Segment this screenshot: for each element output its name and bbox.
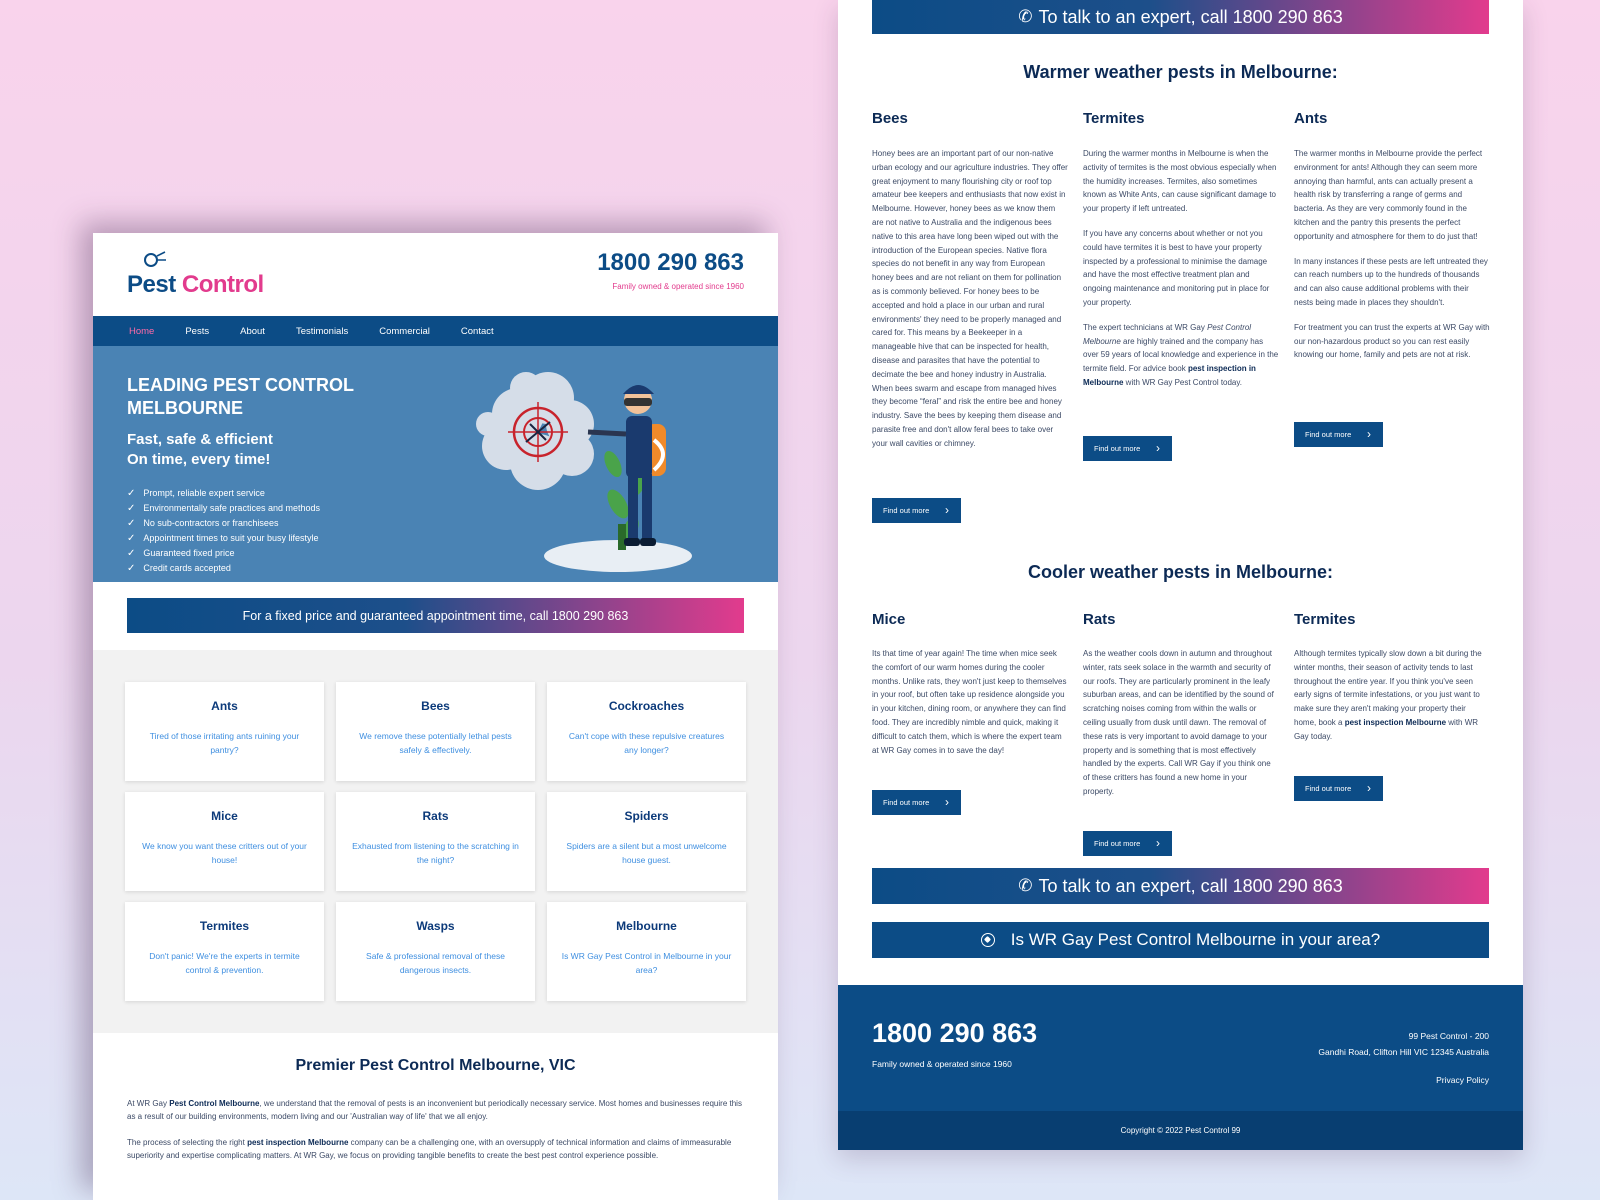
rats-text: As the weather cools down in autumn and throughout winter, rats seek solace in the warmth and security of our roofs. They are particularly prominent in the leafy suburban areas, and can be identified by the sound of scratching noises coming from within the walls or ceiling usually from dusk until dawn. The removal of these rats is very important to avoid damage to your property and is something that is most effectively handled by the experts. Call WR Gay if you think one of these critters has found a new home in your property. [1083, 649, 1274, 796]
rats-heading: Rats [1083, 611, 1116, 628]
fixed-price-cta-bar[interactable]: For a fixed price and guaranteed appointment time, call 1800 290 863 [127, 598, 744, 633]
hero-banner [93, 346, 778, 582]
logo-word-control: Control [181, 271, 264, 298]
service-card-title: Spiders [624, 809, 669, 823]
nav-item-home[interactable]: Home [129, 325, 155, 337]
service-card-desc: We remove these potentially lethal pests safely & effectively. [359, 731, 512, 755]
expert-call-cta-top[interactable]: ✆ To talk to an expert, call 1800 290 863 [872, 0, 1489, 34]
premier-paragraph-1: At WR Gay Pest Control Melbourne, we understand that the removal of pests is an inconvenient but periodically necessary service. Most homes and businesses require this as a result of our building environments, modern living and our 'Australian way of life' that we all enjoy. [127, 1099, 742, 1121]
service-card-desc: Exhausted from listening to the scratching in the night? [352, 841, 519, 865]
service-card-title: Ants [211, 699, 238, 713]
service-card-wasps[interactable] [336, 902, 535, 1001]
pests-page-mockup [838, 0, 1523, 1150]
hero-subtitle-line2: On time, every time! [127, 451, 271, 468]
service-card-desc: Spiders are a silent but a most unwelcome house guest. [566, 841, 727, 865]
service-card-title: Wasps [416, 919, 455, 933]
logo-word-pest: Pest [127, 271, 182, 298]
service-card-desc: Is WR Gay Pest Control in Melbourne in your area? [561, 951, 732, 975]
nav-item-contact[interactable]: Contact [460, 325, 494, 337]
list-item: ✓ Appointment times to suit your busy lifestyle [127, 531, 320, 546]
find-out-more-termites-button[interactable]: Find out more › [1083, 436, 1172, 461]
find-out-more-termites-winter-button[interactable]: Find out more › [1294, 776, 1383, 801]
service-card-mice[interactable] [125, 792, 324, 891]
services-grid [93, 650, 778, 1033]
header-phone [597, 249, 744, 291]
service-card-bees[interactable] [336, 682, 535, 781]
list-item: ✓ Guaranteed fixed price [127, 546, 320, 561]
footer-phone-number[interactable]: 1800 290 863 [872, 1018, 1038, 1048]
service-card-title: Bees [421, 699, 450, 713]
service-card-title: Melbourne [616, 919, 677, 933]
find-out-more-rats-button[interactable]: Find out more › [1083, 831, 1172, 856]
exterminator-illustration [468, 354, 708, 576]
expert-call-cta-bottom[interactable]: ✆ To talk to an expert, call 1800 290 863 [872, 868, 1489, 904]
hero-subtitle-line1: Fast, safe & efficient [127, 431, 273, 448]
find-out-more-bees-button[interactable]: Find out more › [872, 498, 961, 523]
header-phone-number[interactable]: 1800 290 863 [597, 249, 744, 276]
ants-text: The warmer months in Melbourne provide the perfect environment for ants! Although they can seem more annoying than harmful, ants can actually present a health risk by transferring a range of germs and bacteria. As they are very commonly found in the kitchen and the pantry this presents the perfect opportunity and atmosphere for them to do just that! In many instances if these pests are left untreated they can reach numbers up to the hundreds of thousands and can also cause additional problems with their nests being made in places they shouldn't. For treatment you can trust the experts at WR Gay with our non-hazardous product so you can rest easily knowing our home, family and pets are not at risk. [1294, 149, 1490, 360]
compass-icon [981, 933, 995, 947]
list-item: ✓ Environmentally safe practices and methods [127, 501, 320, 516]
homepage-mockup [93, 233, 778, 1200]
warm-section-title: Warmer weather pests in Melbourne: [1023, 62, 1338, 82]
site-footer [838, 985, 1523, 1111]
phone-icon: ✆ [1018, 7, 1033, 26]
site-header [93, 233, 778, 316]
hero-title: LEADING PEST CONTROL MELBOURNE [127, 375, 354, 418]
bees-text: Honey bees are an important part of our non-native urban ecology and our agriculture industries. They offer great enjoyment to many flourishing city or roof top amateur bee keepers and enthusiasts that now exist in Melbourne. However, honey bees as we know them are not native to Australia and the indigenous bees native to this area have long been wiped out with the introduction of the European species. Native flora species do not benefit in any way from European honey bees and are not reliant on them for pollination as is commonly believed. For honey bees to be accepted and hold a place in our urban and rural environments' they need to be properly managed and cared for. This means by a Beekeeper in a manageable hive that can be inspected for health, disease and parasites that have the potential to decimate the bee and honey industry in Australia. When bees swarm and escape from managed hives they become “feral” and risk the entire bee and honey industry. Save the bees by keeping them disease and parasite free and don't allow feral bees to take over your wall cavities or chimney. [872, 149, 1068, 448]
service-card-title: Mice [211, 809, 238, 823]
service-card-desc: We know you want these critters out of your house! [142, 841, 307, 865]
termites-heading: Termites [1083, 110, 1145, 127]
service-card-desc: Safe & professional removal of these dangerous insects. [366, 951, 505, 975]
hero-bullet-list [127, 486, 320, 576]
mice-text: Its that time of year again! The time when mice seek the comfort of our warm homes during the cooler months. Unlike rats, they won't just keep to themselves in your roof, but often take up residence alongside you in your kitchen, dining room, or anywhere they can find food. They are incredibly nimble and quick, making it difficult to catch them, which is where the expert team at WR Gay comes in to save the day! [872, 649, 1067, 755]
privacy-policy-link[interactable]: Privacy Policy [1436, 1075, 1489, 1085]
footer-address: 99 Pest Control - 200 Gandhi Road, Clifton Hill VIC 12345 Australia [1318, 1031, 1489, 1057]
cool-section-title: Cooler weather pests in Melbourne: [1027, 562, 1334, 582]
find-out-more-mice-button[interactable]: Find out more › [872, 790, 961, 815]
premier-title: Premier Pest Control Melbourne, VIC [295, 1057, 576, 1074]
service-card-termites[interactable] [125, 902, 324, 1001]
find-out-more-ants-button[interactable]: Find out more › [1294, 422, 1383, 447]
service-card-title: Termites [199, 919, 250, 933]
footer-tagline: Family owned & operated since 1960 [872, 1059, 1012, 1069]
ants-heading: Ants [1294, 110, 1328, 127]
site-logo[interactable] [127, 251, 277, 301]
service-card-melbourne[interactable] [547, 902, 746, 1001]
mice-heading: Mice [872, 611, 906, 628]
hero-subtitle [127, 430, 417, 470]
service-card-title: Cockroaches [608, 699, 685, 713]
phone-icon: ✆ [1018, 876, 1033, 895]
termites-winter-heading: Termites [1294, 611, 1356, 628]
list-item: ✓ No sub-contractors or franchisees [127, 516, 320, 531]
nav-item-testimonials[interactable]: Testimonials [295, 325, 349, 337]
service-card-desc: Tired of those irritating ants ruining your pantry? [149, 731, 300, 755]
service-card-cockroaches[interactable] [547, 682, 746, 781]
service-card-desc: Don't panic! We're the experts in termite control & prevention. [149, 951, 300, 975]
nav-item-pests[interactable]: Pests [185, 325, 210, 337]
list-item: ✓ Prompt, reliable expert service [127, 486, 320, 501]
service-card-rats[interactable] [336, 792, 535, 891]
copyright-bar: Copyright © 2022 Pest Control 99 [838, 1111, 1523, 1150]
bees-heading: Bees [872, 110, 908, 127]
termites-winter-text: Although termites typically slow down a bit during the winter months, their season of activity tends to last throughout the entire year. If you think you've seen early signs of termite infestations, or you just want to make sure they aren't making your property their home, book a pest inspection Melbourne with WR Gay today. [1294, 649, 1482, 741]
nav-item-about[interactable]: About [240, 325, 265, 337]
main-nav [93, 316, 778, 346]
service-card-desc: Can't cope with these repulsive creatures any longer? [568, 731, 725, 755]
nav-item-commercial[interactable]: Commercial [379, 325, 430, 337]
service-card-spiders[interactable] [547, 792, 746, 891]
list-item: ✓ Credit cards accepted [127, 561, 320, 576]
termites-text: During the warmer months in Melbourne is when the activity of termites is the most obvious especially when the humidity increases. Termites, also sometimes known as White Ants, can cause significant damage to your property if left untreated. If you have any concerns about whether or not you could have termites it is best to have your property inspected by a professional to minimise the damage and have the most effective treatment plan and ongoing maintenance and monitoring put in place for your property. The expert technicians at WR Gay Pest Control Melbourne are highly trained and the company has over 59 years of local knowledge and experience in the termite field. For advice book pest inspection in Melbourne with WR Gay Pest Control today. [1083, 149, 1279, 387]
premier-section [93, 1033, 778, 1200]
service-card-title: Rats [422, 809, 449, 823]
service-area-button[interactable]: Is WR Gay Pest Control Melbourne in your area? [872, 922, 1489, 958]
service-card-ants[interactable] [125, 682, 324, 781]
header-tagline: Family owned & operated since 1960 [612, 282, 744, 291]
premier-paragraph-2: The process of selecting the right pest inspection Melbourne company can be a challenging one, with an oversupply of technical information and claims of immeasurable superiority and expertise complicating matters. At WR Gay, we focus on providing tangible benefits to create the best pest control experience possible. [127, 1138, 732, 1160]
